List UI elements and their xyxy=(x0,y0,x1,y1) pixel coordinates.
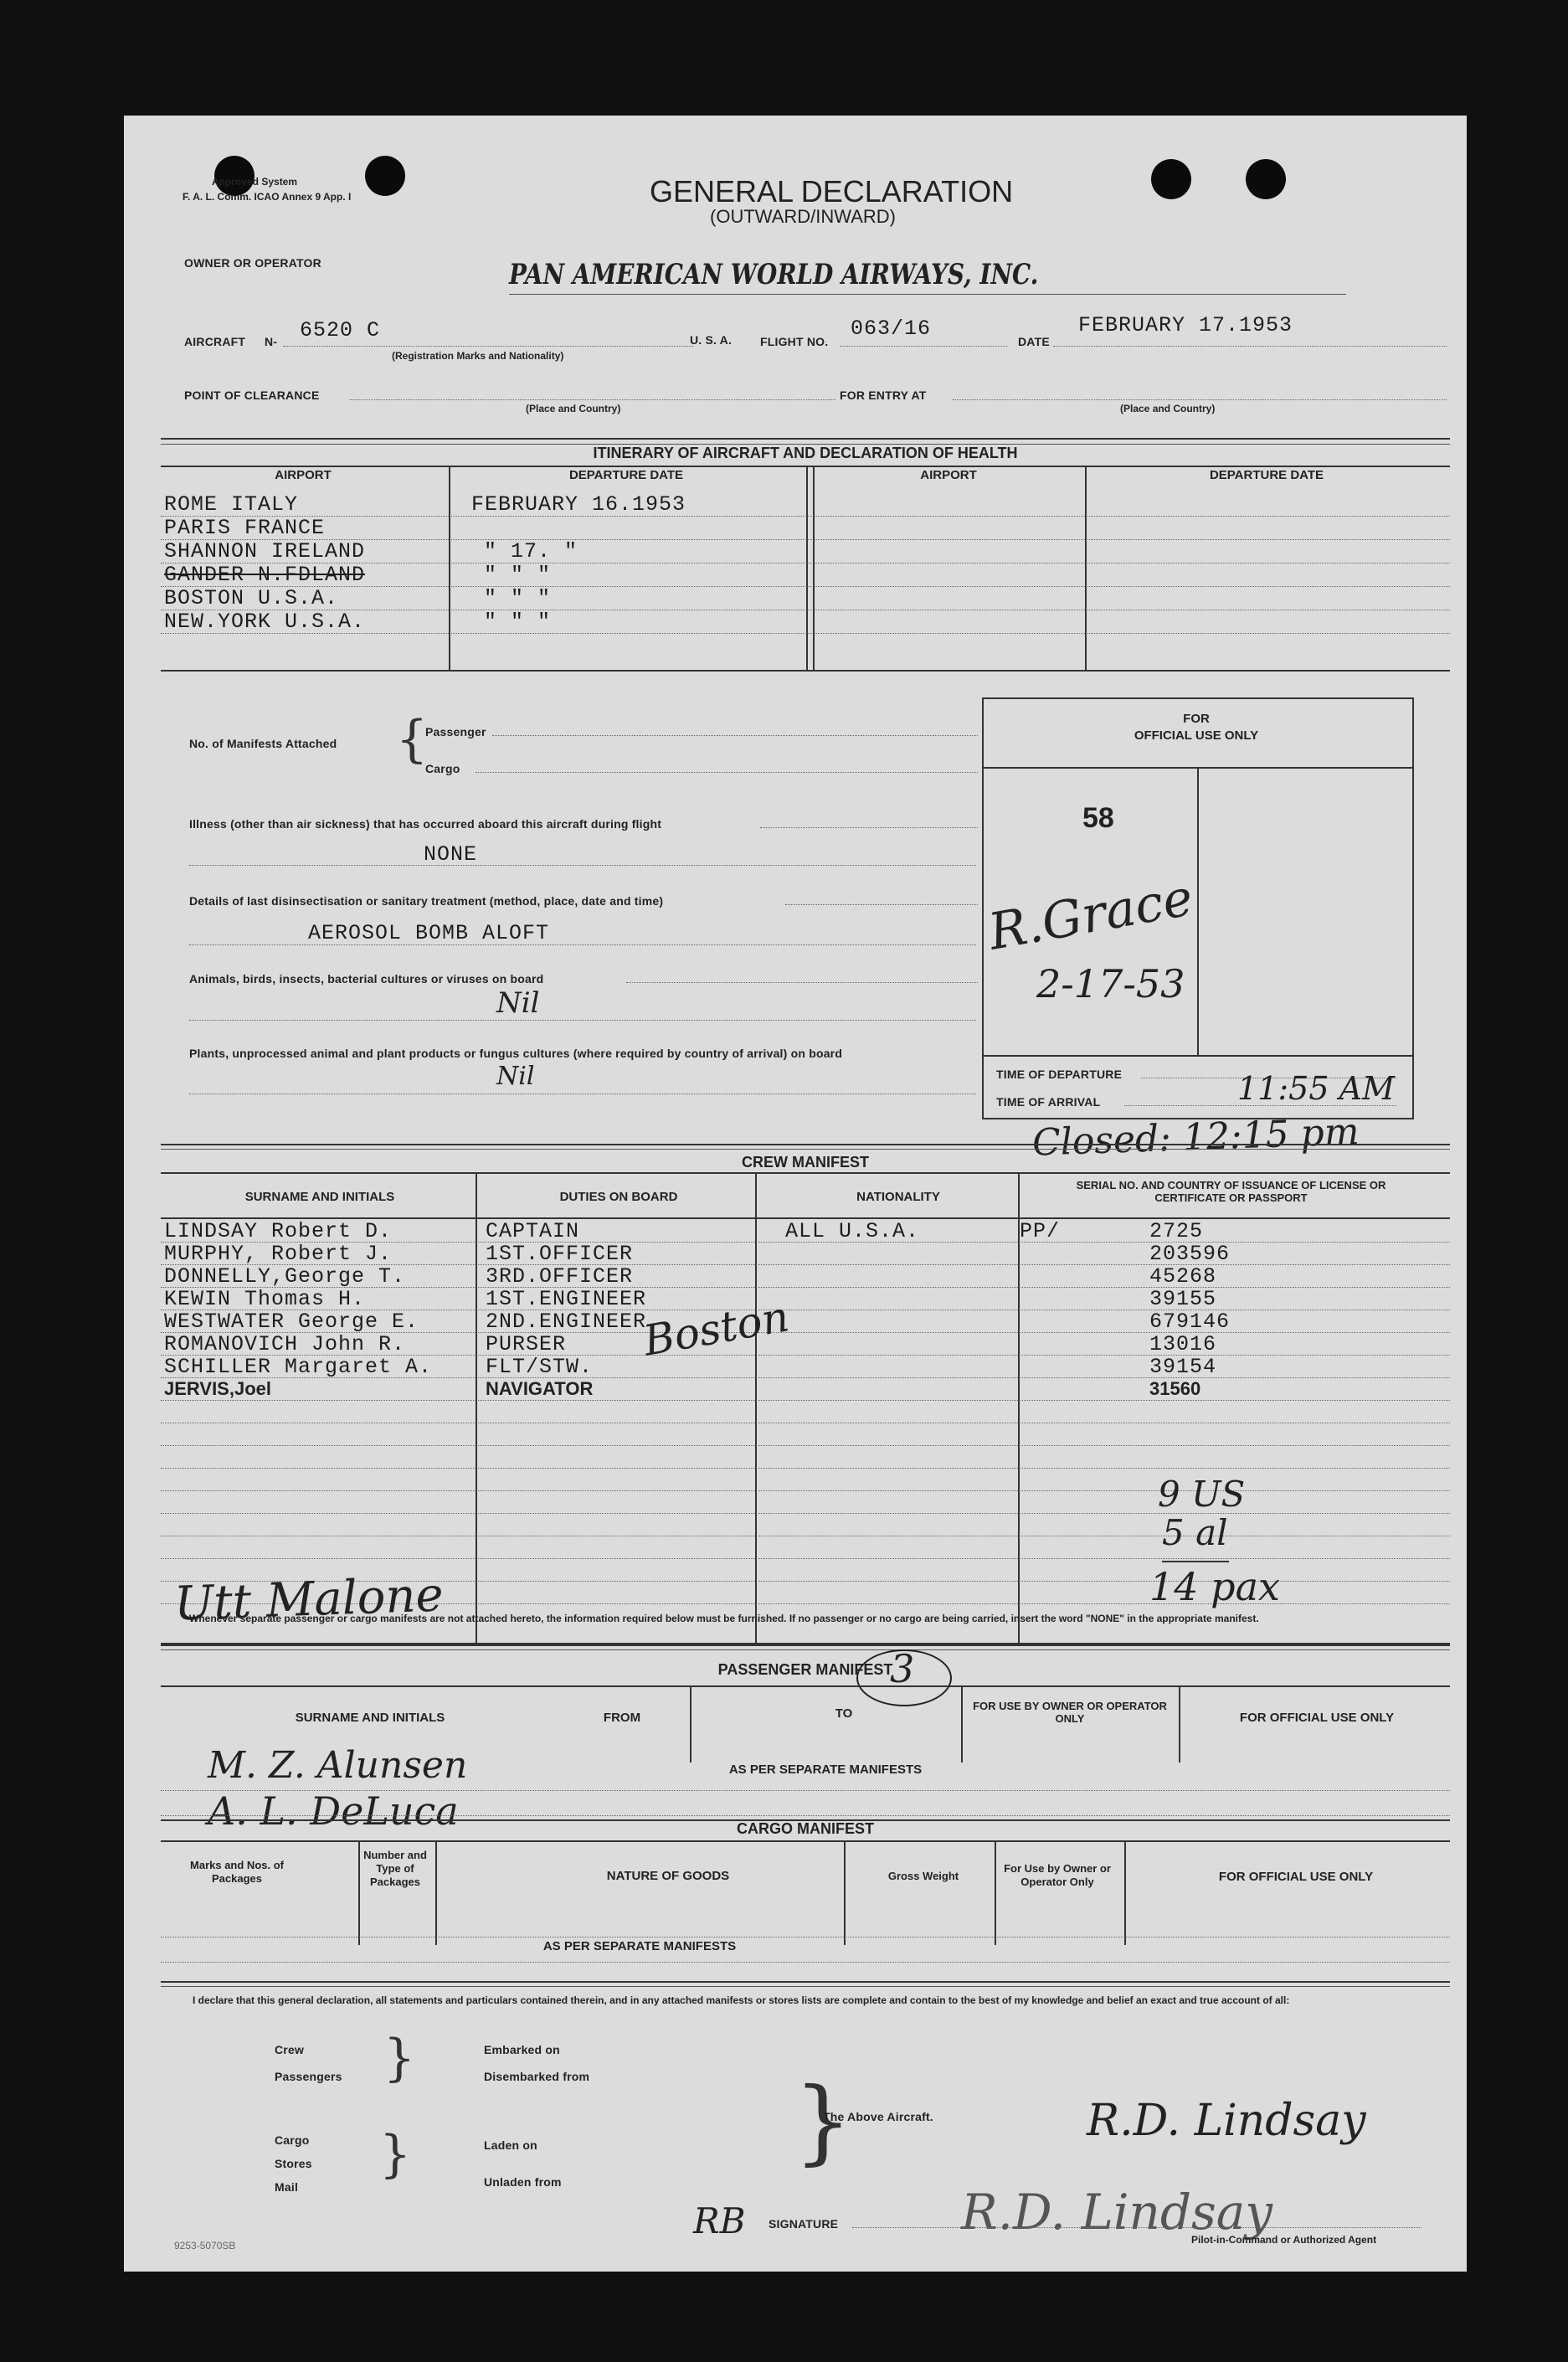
plants-value: Nil xyxy=(496,1062,535,1091)
crew-duty: 1ST.OFFICER xyxy=(486,1242,634,1266)
animals-label: Animals, birds, insects, bacterial cultures or viruses on board xyxy=(189,972,544,985)
col-airport-1: AIRPORT xyxy=(275,468,332,482)
boston-note: Boston xyxy=(640,1292,793,1366)
punch-hole xyxy=(1151,159,1191,199)
col-pax-from: FROM xyxy=(603,1711,641,1725)
disinsect-value: AEROSOL BOMB ALOFT xyxy=(308,921,550,945)
manifest-notice: Whenever separate passenger or cargo manifests are not attached hereto, the information required below must be furnished. If no passenger or no cargo are being carried, insert the word "NONE" in the appropriate manifest. xyxy=(189,1613,1259,1624)
passenger-title: PASSENGER MANIFEST xyxy=(717,1661,893,1678)
crew-name: ROMANOVICH John R. xyxy=(164,1332,406,1356)
brace: { xyxy=(396,710,429,769)
crew-pp: PP/ xyxy=(1020,1219,1061,1243)
date-value: FEBRUARY 17.1953 xyxy=(1078,313,1293,337)
circled-count-value: 3 xyxy=(890,1646,915,1691)
itinerary-airport: SHANNON IRELAND xyxy=(164,539,366,563)
decl-passengers: Passengers xyxy=(275,2070,342,2083)
passenger-label: Passenger xyxy=(425,725,486,738)
crew-serial: 2725 xyxy=(1149,1219,1204,1243)
col-cargo-weight: Gross Weight xyxy=(887,1870,959,1882)
place-country-note: (Place and Country) xyxy=(1120,403,1216,414)
owner-value: PAN AMERICAN WORLD AIRWAYS, INC. xyxy=(509,258,1039,291)
decl-crew: Crew xyxy=(275,2043,305,2056)
itinerary-date: " " " xyxy=(484,563,552,587)
col-departure-2: DEPARTURE DATE xyxy=(1209,468,1324,482)
col-pax-surname: SURNAME AND INITIALS xyxy=(295,1711,445,1725)
itinerary-date: FEBRUARY 16.1953 xyxy=(471,492,686,517)
crew-duty: FLT/STW. xyxy=(486,1355,594,1379)
itinerary-airport: GANDER N.FDLAND xyxy=(164,563,366,587)
col-cargo-official: FOR OFFICIAL USE ONLY xyxy=(1218,1870,1374,1884)
decl-embarked: Embarked on xyxy=(484,2043,560,2056)
itinerary-airport: BOSTON U.S.A. xyxy=(164,586,339,610)
crew-name: KEWIN Thomas H. xyxy=(164,1287,366,1311)
brace: } xyxy=(383,2029,416,2087)
crew-name: LINDSAY Robert D. xyxy=(164,1219,393,1243)
brace: } xyxy=(379,2125,412,2184)
signature-1: R.D. Lindsay xyxy=(1087,2096,1366,2146)
disinsect-label: Details of last disinsectisation or sanitary treatment (method, place, date and time) xyxy=(189,894,664,908)
departure-time-label: TIME OF DEPARTURE xyxy=(996,1068,1123,1081)
crew-name: SCHILLER Margaret A. xyxy=(164,1355,433,1379)
col-airport-2: AIRPORT xyxy=(920,468,977,482)
cargo-label: Cargo xyxy=(425,762,460,775)
crew-name: JERVIS,Joel xyxy=(164,1378,271,1399)
crew-serial: 45268 xyxy=(1149,1264,1217,1289)
tally-pax: 14 pax xyxy=(1149,1564,1280,1609)
crew-duty: 1ST.ENGINEER xyxy=(486,1287,647,1311)
registration-note: (Registration Marks and Nationality) xyxy=(392,350,564,362)
col-surname: SURNAME AND INITIALS xyxy=(244,1190,395,1204)
official-title: OFFICIAL USE ONLY xyxy=(1134,728,1259,743)
crew-serial: 679146 xyxy=(1149,1310,1231,1334)
crew-serial: 39154 xyxy=(1149,1355,1217,1379)
general-declaration-form xyxy=(124,116,1467,2272)
flight-value: 063/16 xyxy=(851,316,932,341)
col-pax-owner: FOR USE BY OWNER OR OPERATOR ONLY xyxy=(973,1700,1167,1725)
col-duties: DUTIES ON BOARD xyxy=(559,1190,678,1204)
declaration-text: I declare that this general declaration, all statements and particulars contained therein, and in any attached manifests or stores lists are complete and contain to the best of my knowledge and belief an exact and true account of all: xyxy=(193,1994,1290,2006)
itinerary-date: " " " xyxy=(484,610,552,634)
form-title: GENERAL DECLARATION xyxy=(650,174,1014,208)
signature-note: Utt Malone xyxy=(172,1567,445,1632)
decl-stores: Stores xyxy=(275,2157,312,2170)
itinerary-airport: PARIS FRANCE xyxy=(164,516,326,540)
pax-name: M. Z. Alunsen xyxy=(208,1744,468,1787)
crew-duty: NAVIGATOR xyxy=(486,1378,594,1399)
col-pax-official: FOR OFFICIAL USE ONLY xyxy=(1239,1711,1395,1725)
official-date: 2-17-53 xyxy=(1036,961,1185,1006)
crew-duty: CAPTAIN xyxy=(486,1219,580,1243)
illness-label: Illness (other than air sickness) that has occurred aboard this aircraft during flight xyxy=(189,817,662,831)
agent-label: Pilot-in-Command or Authorized Agent xyxy=(1191,2234,1377,2246)
col-cargo-marks: Marks and Nos. of Packages xyxy=(190,1859,284,1885)
decl-mail: Mail xyxy=(275,2180,299,2194)
arrival-time-label: TIME OF ARRIVAL xyxy=(996,1095,1101,1109)
decl-laden: Laden on xyxy=(484,2138,537,2152)
approved-note: F. A. L. Comm. ICAO Annex 9 App. I xyxy=(183,191,352,203)
decl-disembarked: Disembarked from xyxy=(484,2070,590,2083)
brace: } xyxy=(794,2067,852,2174)
official-title: FOR xyxy=(1183,712,1210,726)
col-cargo-owner: For Use by Owner or Operator Only xyxy=(1004,1862,1111,1888)
crew-serial: 39155 xyxy=(1149,1287,1217,1311)
decl-initials: RB xyxy=(693,2200,746,2241)
punch-hole xyxy=(365,156,405,196)
itinerary-date: " 17. " xyxy=(484,539,578,563)
decl-above-aircraft: The Above Aircraft. xyxy=(823,2110,933,2123)
signature-label: SIGNATURE xyxy=(769,2217,839,2231)
form-number: 9253-5070SB xyxy=(174,2240,236,2251)
pax-name: A. L. DeLuca xyxy=(208,1788,459,1834)
aircraft-prefix: N- xyxy=(265,335,278,348)
decl-cargo: Cargo xyxy=(275,2133,310,2147)
owner-label: OWNER OR OPERATOR xyxy=(184,256,321,270)
crew-duty: 3RD.OFFICER xyxy=(486,1264,634,1289)
animals-value: Nil xyxy=(496,986,540,1020)
col-nationality: NATIONALITY xyxy=(856,1190,940,1204)
col-pax-to: TO xyxy=(835,1706,853,1721)
cargo-as-per: AS PER SEPARATE MANIFESTS xyxy=(542,1939,737,1953)
tally-us: 9 US xyxy=(1158,1474,1246,1515)
crew-serial: 13016 xyxy=(1149,1332,1217,1356)
tally-al: 5 al xyxy=(1162,1512,1228,1553)
form-subtitle: (OUTWARD/INWARD) xyxy=(710,206,896,227)
official-initials: R.Grace xyxy=(984,868,1197,962)
place-country-note: (Place and Country) xyxy=(526,403,621,414)
itinerary-airport: NEW.YORK U.S.A. xyxy=(164,610,366,634)
signature-2: R.D. Lindsay xyxy=(961,2184,1273,2241)
closed-note: Closed: 12:15 pm xyxy=(1031,1110,1360,1165)
cargo-title: CARGO MANIFEST xyxy=(737,1820,874,1837)
crew-name: DONNELLY,George T. xyxy=(164,1264,406,1289)
plants-label: Plants, unprocessed animal and plant products or fungus cultures (where required by country of arrival) on board xyxy=(189,1047,843,1060)
crew-serial: 31560 xyxy=(1149,1378,1201,1399)
crew-duty: 2ND.ENGINEER xyxy=(486,1310,647,1334)
entry-label: FOR ENTRY AT xyxy=(840,389,927,402)
crew-duty: PURSER xyxy=(486,1332,567,1356)
col-cargo-nature: NATURE OF GOODS xyxy=(606,1869,730,1883)
official-number: 58 xyxy=(1082,802,1114,834)
illness-value: NONE xyxy=(424,842,478,867)
clearance-label: POINT OF CLEARANCE xyxy=(184,389,320,402)
punch-hole xyxy=(1246,159,1286,199)
col-serial: SERIAL NO. AND COUNTRY OF ISSUANCE OF LICENSE OR CERTIFICATE OR PASSPORT xyxy=(1076,1179,1386,1204)
itinerary-airport: ROME ITALY xyxy=(164,492,299,517)
col-departure-1: DEPARTURE DATE xyxy=(568,468,684,482)
aircraft-value: 6520 C xyxy=(300,318,381,342)
manifests-label: No. of Manifests Attached xyxy=(189,737,337,750)
usa-label: U. S. A. xyxy=(690,333,733,347)
col-cargo-number: Number and Type of Packages xyxy=(363,1849,427,1888)
crew-serial: 203596 xyxy=(1149,1242,1231,1266)
approved-note: Approved System xyxy=(212,176,298,188)
flight-label: FLIGHT NO. xyxy=(760,335,829,348)
arrival-time-value: 11:55 AM xyxy=(1237,1070,1395,1107)
crew-title: CREW MANIFEST xyxy=(742,1154,869,1171)
pax-as-per: AS PER SEPARATE MANIFESTS xyxy=(728,1762,923,1777)
crew-name: MURPHY, Robert J. xyxy=(164,1242,393,1266)
aircraft-label: AIRCRAFT xyxy=(184,335,246,348)
date-label: DATE xyxy=(1018,335,1050,348)
crew-nationality: ALL U.S.A. xyxy=(785,1219,920,1243)
decl-unladen: Unladen from xyxy=(484,2175,562,2189)
itinerary-title: ITINERARY OF AIRCRAFT AND DECLARATION OF HEALTH xyxy=(593,445,1018,461)
itinerary-date: " " " xyxy=(484,586,552,610)
crew-name: WESTWATER George E. xyxy=(164,1310,419,1334)
